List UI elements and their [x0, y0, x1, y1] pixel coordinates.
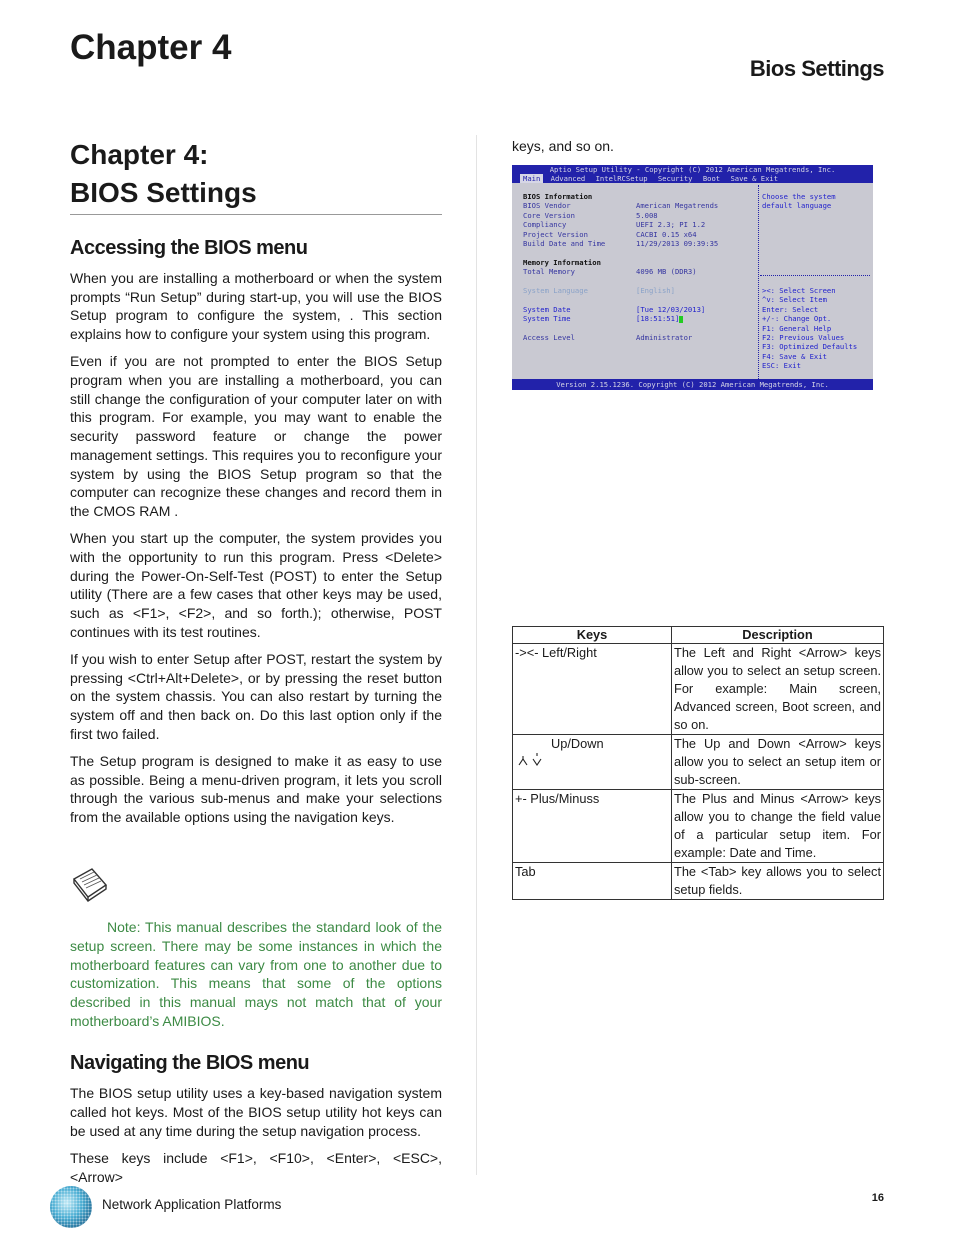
heading-accessing-bios: Accessing the BIOS menu — [70, 237, 308, 259]
left-column — [70, 136, 442, 1195]
bios-hotkey: F2: Previous Values — [762, 333, 845, 342]
bios-row-system-date[interactable] — [523, 305, 705, 314]
paragraph-4: If you wish to enter Setup after POST, restart the system by pressing <Ctrl+Alt+Delete>, or by pressing the reset button on the system chassis. You can also restart by turning the system off and then back on. Do this last option only if the first two failed. — [70, 650, 442, 742]
bios-row — [523, 230, 697, 239]
bios-row-system-language[interactable] — [523, 286, 675, 295]
bios-row-label: BIOS Information — [523, 192, 593, 201]
table-cell-key: Tab — [513, 863, 672, 900]
note-text: Note: This manual describes the standard look of the setup screen. There may be some instances in which the motherboard features can vary from one to another due to customization. This means that some of the options described in this manual mays not match that of your motherboard’s AMIBIOS. — [70, 919, 442, 1029]
bios-row — [523, 201, 718, 210]
table-cell-description: The Up and Down <Arrow> keys allow you to select an setup item or sub-screen. — [672, 735, 884, 790]
bios-row-label: Access Level — [523, 333, 575, 342]
bios-tab-intelrcsetup[interactable]: IntelRCSetup — [595, 174, 648, 183]
chapter-header: Chapter 4 — [70, 28, 232, 67]
table-cell-description: The <Tab> key allows you to select setup fields. — [672, 863, 884, 900]
table-row — [513, 863, 884, 900]
title-divider — [70, 214, 442, 215]
column-divider — [476, 135, 477, 1175]
bios-hotkey: F1: General Help — [762, 323, 832, 333]
bios-tab-advanced[interactable]: Advanced — [550, 174, 586, 183]
bios-row — [523, 192, 636, 201]
bios-tab-boot[interactable]: Boot — [702, 174, 721, 183]
heading-navigating-bios: Navigating the BIOS menu — [70, 1052, 310, 1075]
bios-main-screen — [512, 165, 873, 390]
continued-text: keys, and so on. — [512, 138, 614, 154]
table-row — [513, 735, 884, 790]
bios-row — [523, 258, 636, 267]
bios-row-value: CACBI 0.15 x64 — [636, 229, 697, 239]
table-cell-key: -><- Left/Right — [513, 644, 672, 735]
bios-tab-security[interactable]: Security — [657, 174, 693, 183]
bios-row-value: 5.008 — [636, 210, 658, 220]
bios-row-value: American Megatrends — [636, 201, 719, 211]
bios-help-text: Choose the system — [762, 192, 836, 201]
bios-row-system-time[interactable] — [523, 314, 683, 323]
table-header-description: Description — [672, 627, 884, 644]
bios-title: Aptio Setup Utility - Copyright (C) 2012 American Megatrends, Inc. — [549, 165, 836, 174]
table-cell-description: The Left and Right <Arrow> keys allow you to select an setup screen. For example: Main screen, Advanced screen, Boot screen, and so on. — [672, 644, 884, 735]
bios-row-value: [18:51:51] — [636, 314, 680, 324]
paragraph-1: When you are installing a motherboard or when the system prompts “Run Setup” during start-up, you will use the BIOS Setup program to configure the system, . This section explains how to configure your system using this program. — [70, 270, 442, 343]
bios-row-label: Total Memory — [523, 267, 575, 277]
bios-help-divider — [760, 275, 870, 276]
footer-company: Network Application Platforms — [102, 1197, 282, 1212]
bios-row-value: [English] — [636, 286, 675, 295]
bios-row — [523, 220, 705, 229]
bios-row-label: Compliancy — [523, 220, 567, 230]
table-header-keys: Keys — [513, 627, 672, 644]
paragraph-6: The BIOS setup utility uses a key-based navigation system called hot keys. Most of the BIOS setup utility hot keys can be used at any time during the setup navigation process. — [70, 1085, 442, 1139]
bios-row-label: Build Date and Time — [523, 239, 606, 248]
paragraph-5: The Setup program is designed to make it as easy to use as possible. Being a menu-driven program, it lets you scroll through the various sub-menus and make your selections from the available options using the navigation keys. — [70, 752, 442, 825]
section-header: Bios Settings — [749, 56, 884, 81]
bios-hotkey: F3: Optimized Defaults — [762, 342, 858, 352]
bios-row-label: BIOS Vendor — [523, 201, 571, 211]
bios-row-value: UEFI 2.3; PI 1.2 — [636, 220, 706, 230]
paragraph-3: When you start up the computer, the system provides you with the opportunity to run this program. Press <Delete> during the Power-On-Self-Test (POST) to enter the Setup utility (There are a few cases that other keys may be used, such as <F1>, <F2>, and so forth.); otherwise, POST continues with its test routines. — [70, 530, 442, 640]
bios-row — [523, 333, 692, 342]
page-number: 16 — [871, 1192, 884, 1204]
bios-hotkey: +/-: Change Opt. — [762, 314, 832, 324]
table-cell-key: +- Plus/Minuss — [513, 790, 672, 863]
bios-row-label: System Language — [523, 286, 588, 295]
table-row — [513, 644, 884, 735]
bios-row-value: Administrator — [636, 333, 693, 342]
bios-row-label: Memory Information — [523, 258, 601, 267]
table-cell-description: The Plus and Minus <Arrow> keys allow you to change the field value of a particular setup item. For example: Date and Time. — [672, 790, 884, 863]
bios-hotkey: F4: Save & Exit — [762, 351, 827, 361]
bios-row-label: System Date — [523, 305, 571, 314]
bios-row-label: Project Version — [523, 229, 588, 239]
bios-row-label: System Time — [523, 314, 571, 324]
chapter-title-line1: Chapter 4: — [70, 139, 209, 170]
bios-tabs — [520, 174, 781, 183]
bios-vertical-divider — [758, 185, 759, 379]
bios-row — [523, 211, 658, 220]
table-row — [513, 790, 884, 863]
bios-row — [523, 267, 697, 276]
up-down-arrow-icon — [515, 753, 545, 771]
bios-hotkey: Enter: Select — [762, 304, 819, 314]
chapter-title-line2: BIOS Settings — [70, 177, 257, 208]
bios-row-label: Core Version — [523, 210, 575, 220]
bios-bottom-bar: Version 2.15.1236. Copyright (C) 2012 American Megatrends, Inc. — [512, 379, 873, 390]
text-cursor — [679, 316, 683, 323]
table-cell-key: Up/Down — [551, 736, 604, 751]
bios-top-bar — [512, 165, 873, 183]
bios-tab-main[interactable]: Main — [520, 174, 543, 183]
bios-hotkey: ><: Select Screen — [762, 286, 836, 295]
note-book-icon — [70, 865, 110, 905]
bios-row-value: 4096 MB (DDR3) — [636, 267, 697, 277]
company-logo-globe-icon — [48, 1184, 94, 1230]
bios-row — [523, 239, 718, 248]
paragraph-2: Even if you are not prompted to enter the BIOS Setup program when you are installing a motherboard, you can still change the configuration of your computer later on with this program. For example, you may want to enable the security password feature or change the power management settings. This requires you to reconfigure your system by using the BIOS Setup program so that the computer can recognize these changes and record them in the CMOS RAM . — [70, 353, 442, 519]
hotkeys-table — [512, 626, 884, 900]
bios-hotkey: ^v: Select Item — [762, 295, 827, 305]
paragraph-7: These keys include <F1>, <F10>, <Enter>, <ESC>, <Arrow> — [70, 1150, 442, 1185]
bios-hotkey: ESC: Exit — [762, 361, 801, 371]
bios-panel — [512, 183, 873, 379]
table-header-row — [513, 627, 884, 644]
bios-help-text: default language — [762, 201, 832, 211]
bios-row-value: [Tue 12/03/2013] — [636, 305, 706, 314]
table-cell-key-updown — [513, 735, 672, 790]
bios-tab-save-exit[interactable]: Save & Exit — [730, 174, 779, 183]
bios-row-value: 11/29/2013 09:39:35 — [636, 239, 719, 248]
